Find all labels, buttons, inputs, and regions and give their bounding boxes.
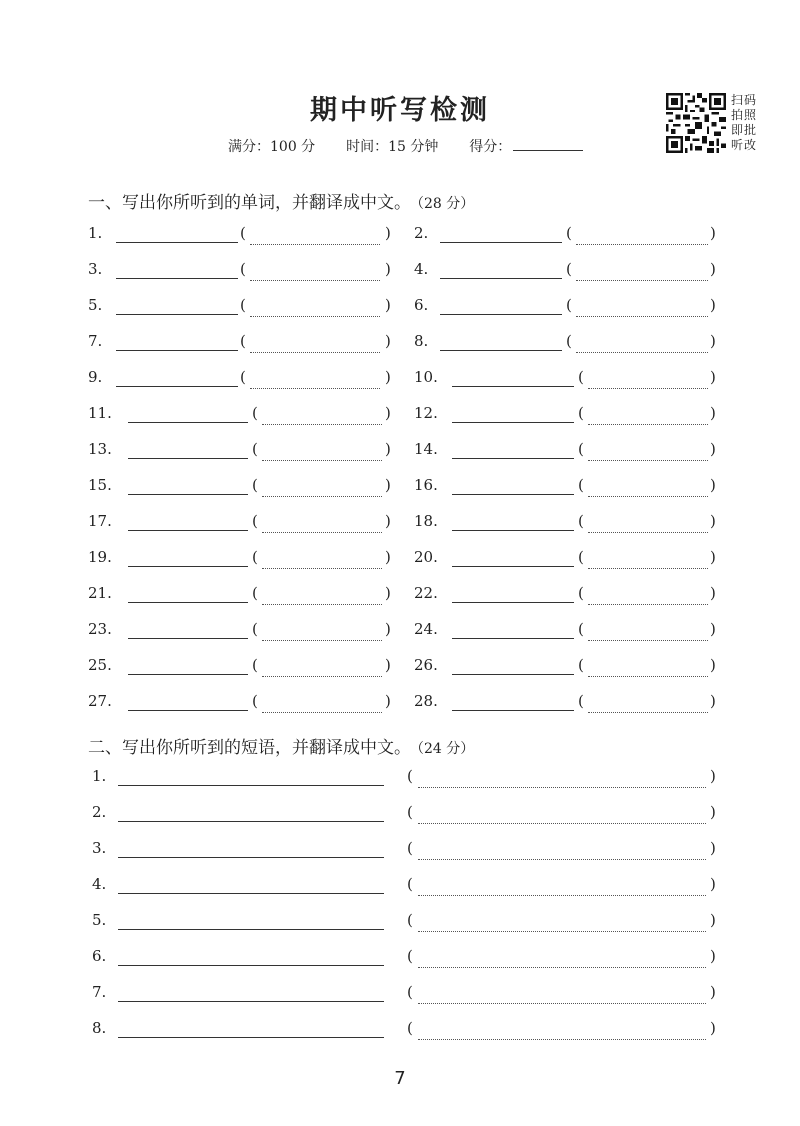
english-answer-line[interactable] (452, 440, 574, 459)
item-number: 6. (414, 296, 429, 314)
open-paren: ( (240, 260, 246, 278)
word-item-24 (0, 620, 800, 644)
item-number: 21. (88, 584, 112, 602)
chinese-answer-line[interactable] (418, 913, 706, 932)
open-paren: ( (252, 512, 258, 530)
english-answer-line[interactable] (440, 260, 562, 279)
qr-caption: 扫码拍照即批听改 (731, 93, 758, 152)
open-paren: ( (407, 947, 413, 965)
close-paren: ) (710, 332, 716, 350)
open-paren: ( (252, 656, 258, 674)
item-number: 19. (88, 548, 112, 566)
close-paren: ) (385, 296, 391, 314)
open-paren: ( (578, 584, 584, 602)
phrase-item-4 (0, 875, 800, 899)
word-item-2 (0, 224, 800, 248)
open-paren: ( (407, 767, 413, 785)
phrase-item-2 (0, 803, 800, 827)
chinese-answer-line[interactable] (588, 658, 708, 677)
open-paren: ( (252, 692, 258, 710)
time-label: 时间： (346, 139, 389, 155)
word-item-28 (0, 692, 800, 716)
phrase-item-1 (0, 767, 800, 791)
chinese-answer-line[interactable] (588, 514, 708, 533)
item-number: 26. (414, 656, 438, 674)
item-number: 18. (414, 512, 438, 530)
close-paren: ) (385, 584, 391, 602)
exam-meta (228, 136, 583, 156)
item-number: 12. (414, 404, 438, 422)
close-paren: ) (710, 368, 716, 386)
phrase-item-3 (0, 839, 800, 863)
item-number: 7. (92, 983, 107, 1001)
qr-code-icon[interactable] (666, 93, 726, 153)
section1-title: 一、写出你所听到的单词，并翻译成中文。 (88, 193, 411, 213)
close-paren: ) (710, 911, 716, 929)
section1-heading (88, 188, 474, 213)
english-answer-line[interactable] (452, 512, 574, 531)
section2-title: 二、写出你所听到的短语，并翻译成中文。 (88, 738, 411, 758)
english-answer-line[interactable] (452, 584, 574, 603)
phrase-item-5 (0, 911, 800, 935)
chinese-answer-line[interactable] (588, 442, 708, 461)
item-number: 13. (88, 440, 112, 458)
score-label: 得分： (469, 139, 512, 155)
item-number: 27. (88, 692, 112, 710)
page-number: 7 (394, 1068, 406, 1089)
item-number: 20. (414, 548, 438, 566)
chinese-answer-line[interactable] (576, 298, 708, 317)
chinese-answer-line[interactable] (576, 226, 708, 245)
open-paren: ( (407, 1019, 413, 1037)
open-paren: ( (407, 839, 413, 857)
open-paren: ( (566, 332, 572, 350)
close-paren: ) (710, 224, 716, 242)
close-paren: ) (710, 767, 716, 785)
open-paren: ( (566, 224, 572, 242)
chinese-answer-line[interactable] (588, 694, 708, 713)
english-answer-line[interactable] (452, 548, 574, 567)
english-answer-line[interactable] (440, 332, 562, 351)
open-paren: ( (240, 224, 246, 242)
item-number: 6. (92, 947, 107, 965)
section2-heading (88, 733, 474, 758)
chinese-answer-line[interactable] (418, 841, 706, 860)
close-paren: ) (710, 260, 716, 278)
chinese-answer-line[interactable] (418, 949, 706, 968)
open-paren: ( (252, 440, 258, 458)
open-paren: ( (407, 983, 413, 1001)
open-paren: ( (578, 620, 584, 638)
item-number: 1. (88, 224, 103, 242)
close-paren: ) (710, 620, 716, 638)
item-number: 10. (414, 368, 438, 386)
open-paren: ( (240, 296, 246, 314)
item-number: 17. (88, 512, 112, 530)
close-paren: ) (710, 875, 716, 893)
open-paren: ( (566, 260, 572, 278)
close-paren: ) (710, 404, 716, 422)
open-paren: ( (252, 476, 258, 494)
close-paren: ) (385, 368, 391, 386)
item-number: 28. (414, 692, 438, 710)
open-paren: ( (252, 548, 258, 566)
english-answer-line[interactable] (118, 839, 384, 858)
close-paren: ) (710, 983, 716, 1001)
close-paren: ) (385, 404, 391, 422)
chinese-answer-line[interactable] (418, 1021, 706, 1040)
open-paren: ( (407, 875, 413, 893)
full-score-label: 满分： (228, 139, 270, 155)
open-paren: ( (578, 692, 584, 710)
open-paren: ( (252, 404, 258, 422)
item-number: 25. (88, 656, 112, 674)
word-item-10 (0, 368, 800, 392)
item-number: 2. (92, 803, 107, 821)
chinese-answer-line[interactable] (588, 622, 708, 641)
close-paren: ) (710, 947, 716, 965)
page-title: 期中听写检测 (310, 95, 490, 126)
close-paren: ) (710, 548, 716, 566)
english-answer-line[interactable] (118, 803, 384, 822)
open-paren: ( (566, 296, 572, 314)
open-paren: ( (240, 368, 246, 386)
chinese-answer-line[interactable] (588, 550, 708, 569)
chinese-answer-line[interactable] (576, 262, 708, 281)
word-item-26 (0, 656, 800, 680)
close-paren: ) (385, 512, 391, 530)
close-paren: ) (385, 224, 391, 242)
item-number: 11. (88, 404, 112, 422)
chinese-answer-line[interactable] (588, 406, 708, 425)
english-answer-line[interactable] (118, 911, 384, 930)
item-number: 14. (414, 440, 438, 458)
open-paren: ( (240, 332, 246, 350)
chinese-answer-line[interactable] (576, 334, 708, 353)
chinese-answer-line[interactable] (588, 478, 708, 497)
word-item-8 (0, 332, 800, 356)
english-answer-line[interactable] (440, 224, 562, 243)
open-paren: ( (578, 440, 584, 458)
close-paren: ) (710, 656, 716, 674)
close-paren: ) (385, 692, 391, 710)
item-number: 1. (92, 767, 107, 785)
item-number: 16. (414, 476, 438, 494)
score-blank[interactable] (513, 136, 583, 151)
item-number: 8. (92, 1019, 107, 1037)
item-number: 3. (92, 839, 107, 857)
open-paren: ( (252, 620, 258, 638)
close-paren: ) (385, 620, 391, 638)
section2-points: （24 分） (417, 741, 475, 757)
item-number: 3. (88, 260, 103, 278)
english-answer-line[interactable] (118, 983, 384, 1002)
full-score-value: 100 分 (270, 139, 316, 155)
item-number: 4. (92, 875, 107, 893)
open-paren: ( (578, 512, 584, 530)
close-paren: ) (710, 584, 716, 602)
close-paren: ) (710, 803, 716, 821)
english-answer-line[interactable] (118, 947, 384, 966)
english-answer-line[interactable] (452, 368, 574, 387)
chinese-answer-line[interactable] (588, 370, 708, 389)
chinese-answer-line[interactable] (418, 805, 706, 824)
english-answer-line[interactable] (118, 767, 384, 786)
english-answer-line[interactable] (452, 692, 574, 711)
word-item-18 (0, 512, 800, 536)
item-number: 5. (88, 296, 103, 314)
english-answer-line[interactable] (118, 1019, 384, 1038)
item-number: 8. (414, 332, 429, 350)
section1-points: （28 分） (417, 196, 475, 212)
close-paren: ) (710, 692, 716, 710)
open-paren: ( (578, 548, 584, 566)
item-number: 9. (88, 368, 103, 386)
phrase-item-7 (0, 983, 800, 1007)
word-item-22 (0, 584, 800, 608)
close-paren: ) (385, 440, 391, 458)
english-answer-line[interactable] (440, 296, 562, 315)
item-number: 7. (88, 332, 103, 350)
item-number: 2. (414, 224, 429, 242)
chinese-answer-line[interactable] (418, 769, 706, 788)
item-number: 22. (414, 584, 438, 602)
chinese-answer-line[interactable] (418, 985, 706, 1004)
item-number: 5. (92, 911, 107, 929)
close-paren: ) (385, 476, 391, 494)
item-number: 24. (414, 620, 438, 638)
word-item-12 (0, 404, 800, 428)
item-number: 4. (414, 260, 429, 278)
close-paren: ) (385, 548, 391, 566)
close-paren: ) (710, 1019, 716, 1037)
phrase-item-8 (0, 1019, 800, 1043)
close-paren: ) (710, 512, 716, 530)
close-paren: ) (710, 296, 716, 314)
phrase-item-6 (0, 947, 800, 971)
open-paren: ( (407, 803, 413, 821)
open-paren: ( (578, 368, 584, 386)
close-paren: ) (710, 839, 716, 857)
english-answer-line[interactable] (118, 875, 384, 894)
close-paren: ) (385, 656, 391, 674)
word-item-20 (0, 548, 800, 572)
close-paren: ) (710, 476, 716, 494)
close-paren: ) (385, 260, 391, 278)
open-paren: ( (578, 404, 584, 422)
open-paren: ( (407, 911, 413, 929)
open-paren: ( (578, 476, 584, 494)
word-item-16 (0, 476, 800, 500)
english-answer-line[interactable] (452, 656, 574, 675)
word-item-4 (0, 260, 800, 284)
item-number: 23. (88, 620, 112, 638)
close-paren: ) (710, 440, 716, 458)
english-answer-line[interactable] (452, 620, 574, 639)
open-paren: ( (252, 584, 258, 602)
time-value: 15 分钟 (388, 139, 439, 155)
chinese-answer-line[interactable] (588, 586, 708, 605)
english-answer-line[interactable] (452, 404, 574, 423)
open-paren: ( (578, 656, 584, 674)
word-item-6 (0, 296, 800, 320)
word-item-14 (0, 440, 800, 464)
close-paren: ) (385, 332, 391, 350)
item-number: 15. (88, 476, 112, 494)
chinese-answer-line[interactable] (418, 877, 706, 896)
english-answer-line[interactable] (452, 476, 574, 495)
